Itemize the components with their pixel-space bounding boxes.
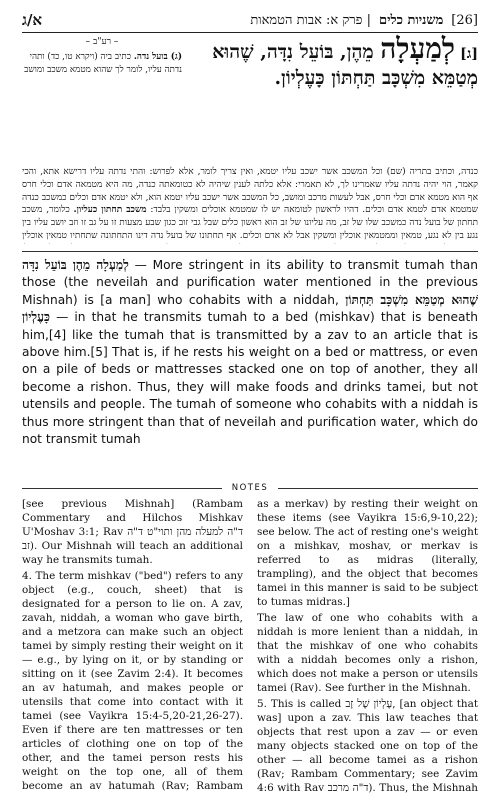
raavad-label: – רע"ב – [85, 37, 119, 47]
notes-line-right [278, 488, 478, 489]
book-title: משניות כלים [379, 13, 444, 28]
note-paragraph: 5. This is called עֶלְיוֹן שֶׁל זָב, [an object that was] upon a zav. This law teaches that objects that rest upon a zav — or even many objects stacked one on top of the other — all become tamei as a rishon (Rav; Rambam Commentary; see Zavim 4:6 with Rav ד"ה מרכב). Thus, the Mishnah [257, 698, 478, 793]
note-paragraph: as a merkav) by resting their weight on these items (see Vayikra 15:6,9-10,22); see below. The act of resting one's weight on a mishkav, moshav, or merkav is referred to as midras (literally, trampling), and the object that becomes tamei in this manner is said to be subject to tumas midras.] [257, 498, 478, 608]
commentary-text-2: כלומר, משכב תחתון של בועל נדה כמשכב שלו של זב, מה עליונו של זב הוא ראשון כלים שבל גבי זוב כגון שבע מצעות זו על גב זו וזב יושב עליו בין נגע בין לא נגע, טמאין וממטמאין אוכלין ומשקין אבל לא אדם וכלים. אף תחתונו של בועל נדה דינו התחתונה שתחתיו טמאין אוכלין [22, 205, 478, 241]
mishnah-number: [ג] [460, 46, 478, 62]
mishnah-text [212, 32, 478, 89]
note-paragraph: The law of one who cohabits with a niddah is more lenient than a niddah, in that the mishkav of one who cohabits with a niddah becomes only a rishon, which does not make a person or utensils tamei (Rav). See further in the Mishnah. [257, 612, 478, 694]
commentary-lemma: משכב תחתון כעליון. [73, 205, 147, 216]
translation-lemma-2: שֶׁהוּא מְטַמֵּא מִשְׁכָּב תַּחְתּוֹן כָּעֶלְיוֹן [22, 292, 478, 325]
translation-text-2: — in that he transmits tumah to a bed (mishkav) that is beneath him,[4] like the tumah that is transmitted by a zav to an article that is above him.[5] That is, if he rests his weight on a bed or mattress, or even on a pile of beds or mattresses stacked one on top of another, they all become a rishon. Thus, they will make foods and drinks tamei, but not utensils and people. The tumah of someone who cohabits with a niddah is thus more stringent than that of neveilah and purification water, which do not transmit tumah [22, 310, 478, 447]
note-paragraph: [see previous Mishnah] (Rambam Commentary and Hilchos Mishkav U'Moshav 3:1; Rav ד"ה למעלה מהן ותוי"ט ד"ה זב). Our Mishnah will teach an additional way he transmits tumah. [22, 498, 243, 566]
translation-text-1: — More stringent in its ability to transmit tumah than those (the neveilah and purification water mentioned in the previous Mishnah) is [a man] who cohabits with a niddah, [22, 258, 478, 307]
chapter-marker: א/ג [22, 10, 43, 29]
notes-column-right [257, 497, 478, 793]
divider-rule [22, 251, 478, 252]
notes-column-left [22, 497, 243, 793]
notes-line-left [22, 488, 222, 489]
raavad-column [22, 36, 182, 77]
page-header [22, 8, 478, 33]
notes-label: NOTES [231, 483, 269, 493]
notes-section [22, 497, 478, 793]
mishnah-block [22, 32, 478, 161]
note-paragraph: 4. The term mishkav ("bed") refers to any object (e.g., couch, sheet) that is designated for a person to lie on. A zav, zavah, niddah, a woman who gave birth, and a metzora can make such an object tamei by simply resting their weight on it — e.g., by lying on it, or by standing or sitting on it (see Zavim 2:4). It becomes an av hatumah, and makes people or utensils that come into contact with it tamei (see Vayikra 15:4-5,20-21,26-27). Even if there are ten mattresses or ten articles of clothing one on top of the other, and the tamei person rests his weight on the top one, all of them become an av hatumah (Rav; Rambam [22, 570, 243, 792]
raavad-lemma: (ג) בועל נדה. [133, 52, 182, 62]
notes-divider [22, 482, 478, 494]
running-head [250, 12, 478, 28]
mishnah-first-word: לְמַעְלָה [380, 32, 456, 65]
raavad-text: כתיב ביה (ויקרא טו, כד) ותהי נדתה עליו, לומר לך שהוא מטמא משכב ומושב [24, 52, 182, 75]
mishnah-text-column [173, 32, 478, 91]
english-translation [22, 257, 478, 481]
hebrew-commentary [22, 166, 478, 244]
mishnah-body: מֵהֶן, בּוֹעֵל נִדָּה, שֶׁהוּא מְטַמֵּא מִשְׁכָּב תַּחְתּוֹן כָּעֶלְיוֹן. [212, 41, 478, 89]
page-number: [26] [451, 12, 478, 28]
translation-lemma-1: לְמַעְלָה מֵהֶן בּוֹעֵל נִדָּה [22, 258, 129, 272]
chapter-title: | פרק א: אבות הטמאות [250, 13, 371, 28]
commentary-text-1: כנדה, וכתיב בתריה (שם) וכל המשכב אשר ישכב עליו יטמא, ואין צריך לומר, אלא לפרוש: והתי נדתה עליו דרישא אתא, והכי קאמר, הוי יהיה נדתה עליו שאמרינו לך, לא תאמרי: אלא כלתה לענין שיהיה לא כטומאתה כנדה, מה היא מטמאה אדם וכלי חרס אף הוא מטמא אדם וכלי חרס, אבל לעשות מרכב ומושב, כל המשכב אשר ישכב עליו יטמא הוא, ולא יטמא אדם וכלים כמשכב כנדה שמטמא אדם לטמא אדם וכלים. דהיו לראשון לטומאה יש לו שמטמא אוכלים ומשקין בלבד: [22, 167, 478, 216]
